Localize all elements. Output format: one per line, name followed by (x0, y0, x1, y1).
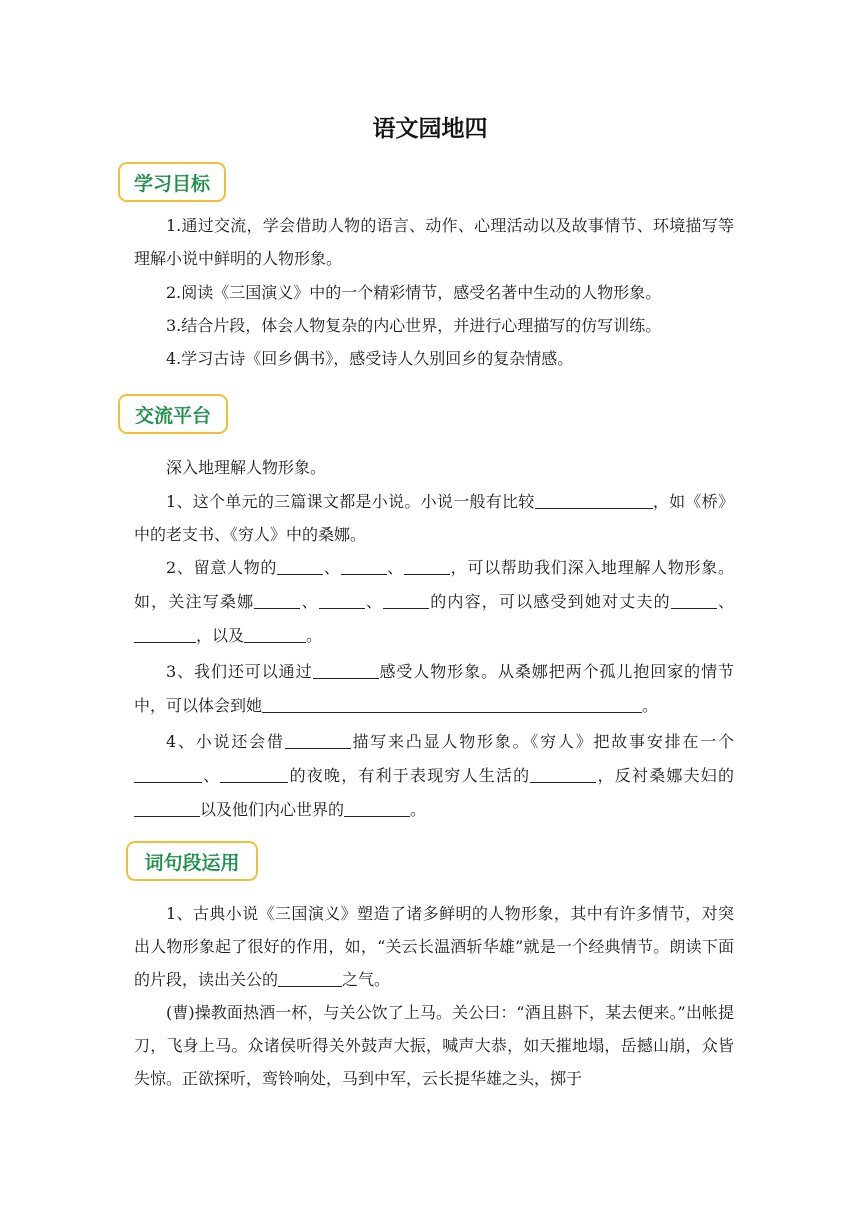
q4-text-a: 4、小说还会借 (166, 732, 285, 751)
q2-sep: 、 (716, 592, 734, 611)
answer-blank[interactable] (319, 590, 365, 609)
usage-p2-text: (曹)操教面热酒一杯，与关公饮了上马。关公曰：“酒且斟下，某去便来。”出帐提刀，飞身上马。众诸侯听得关外鼓声大振，喊声大恭，如天摧地塌，岳撼山崩，众皆失惊。正欲探听，鸾铃响处，马到中军，云长提华雄之头，掷于 (134, 1003, 734, 1088)
q1-text-b: ，如《桥》中的老支书、《穷人》中的桑娜。 (134, 492, 734, 544)
section-badge-usage (126, 841, 258, 881)
answer-blank[interactable] (262, 694, 642, 713)
answer-blank[interactable] (383, 590, 429, 609)
q2-text-a: 2、留意人物的 (166, 558, 278, 577)
answer-blank[interactable] (535, 490, 653, 509)
answer-blank[interactable] (671, 590, 717, 609)
exchange-q1 (134, 485, 734, 551)
answer-blank[interactable] (254, 590, 300, 609)
answer-blank[interactable] (313, 660, 379, 679)
section-badge-exchange (118, 394, 228, 434)
answer-blank[interactable] (134, 764, 202, 783)
q4-text-c: 的夜晚，有利于表现穷人生活的 (288, 766, 531, 785)
q2-text-b: ，可以帮助我们深入地理解人物形象。如，关注写桑娜 (134, 558, 734, 611)
answer-blank[interactable] (277, 556, 323, 575)
q4-text-d: ，反衬桑娜夫妇的 (596, 766, 734, 785)
q4-text-e: 以及他们内心世界的 (200, 800, 345, 819)
goal-item-2 (134, 276, 734, 309)
exchange-intro-text: 深入地理解人物形象。 (166, 458, 327, 477)
goal-text-3: 3.结合片段，体会人物复杂的内心世界，并进行心理描写的仿写训练。 (166, 316, 662, 335)
answer-blank[interactable] (278, 968, 342, 987)
answer-blank[interactable] (220, 764, 288, 783)
answer-blank[interactable] (344, 798, 410, 817)
goal-item-3 (134, 309, 734, 342)
q2-end: 。 (306, 626, 323, 645)
goal-item-1 (134, 209, 734, 275)
section-label-goals: 学习目标 (133, 172, 210, 195)
exchange-q3 (134, 655, 734, 723)
answer-blank[interactable] (134, 624, 196, 643)
goal-text-1: 1.通过交流，学会借助人物的语言、动作、心理活动以及故事情节、环境描写等理解小说中鲜明的人物形象。 (134, 216, 734, 268)
usage-p1-text-a: 1、古典小说《三国演义》塑造了诸多鲜明的人物形象，其中有许多情节，对突出人物形象起了很好的作用，如，“关云长温酒斩华雄”就是一个经典情节。朗读下面的片段，读出关公的 (134, 904, 734, 989)
usage-p2 (134, 996, 734, 1095)
q2-sep: 、 (386, 558, 404, 577)
answer-blank[interactable] (285, 730, 351, 749)
q2-sep: 、 (300, 592, 319, 611)
goal-text-2: 2.阅读《三国演义》中的一个精彩情节，感受名著中生动的人物形象。 (166, 283, 662, 302)
section-badge-goals (118, 162, 226, 202)
q4-sep: 、 (202, 766, 221, 785)
q3-text-b: 感受人物形象。从桑娜把两个孤儿抱回家的情节中，可以体会到她 (134, 662, 734, 715)
exchange-q2 (134, 551, 734, 653)
usage-p1-text-b: 之气。 (342, 970, 391, 989)
goal-item-4 (134, 342, 734, 375)
q4-text-b: 描写来凸显人物形象。《穷人》把故事安排在一个 (350, 732, 734, 751)
answer-blank[interactable] (404, 556, 450, 575)
usage-p1 (134, 897, 734, 996)
q4-end: 。 (410, 800, 427, 819)
q2-sep: 、 (323, 558, 341, 577)
q2-sep: 、 (364, 592, 384, 611)
exchange-intro (134, 451, 734, 484)
goal-text-4: 4.学习古诗《回乡偶书》，感受诗人久别回乡的复杂情感。 (166, 349, 574, 368)
answer-blank[interactable] (530, 764, 596, 783)
q2-text-c: 的内容，可以感受到她对丈夫的 (429, 592, 671, 611)
answer-blank[interactable] (134, 798, 200, 817)
section-label-usage: 词句段运用 (144, 851, 240, 874)
q1-text-a: 1、这个单元的三篇课文都是小说。小说一般有比较 (166, 492, 535, 511)
q3-text-a: 3、我们还可以通过 (166, 662, 313, 681)
page-title: 语文园地四 (372, 116, 488, 142)
exchange-q4 (134, 725, 734, 827)
answer-blank[interactable] (341, 556, 387, 575)
section-label-exchange: 交流平台 (134, 404, 211, 427)
q2-text-d: ，以及 (196, 626, 245, 645)
answer-blank[interactable] (244, 624, 306, 643)
q3-end: 。 (642, 696, 659, 715)
